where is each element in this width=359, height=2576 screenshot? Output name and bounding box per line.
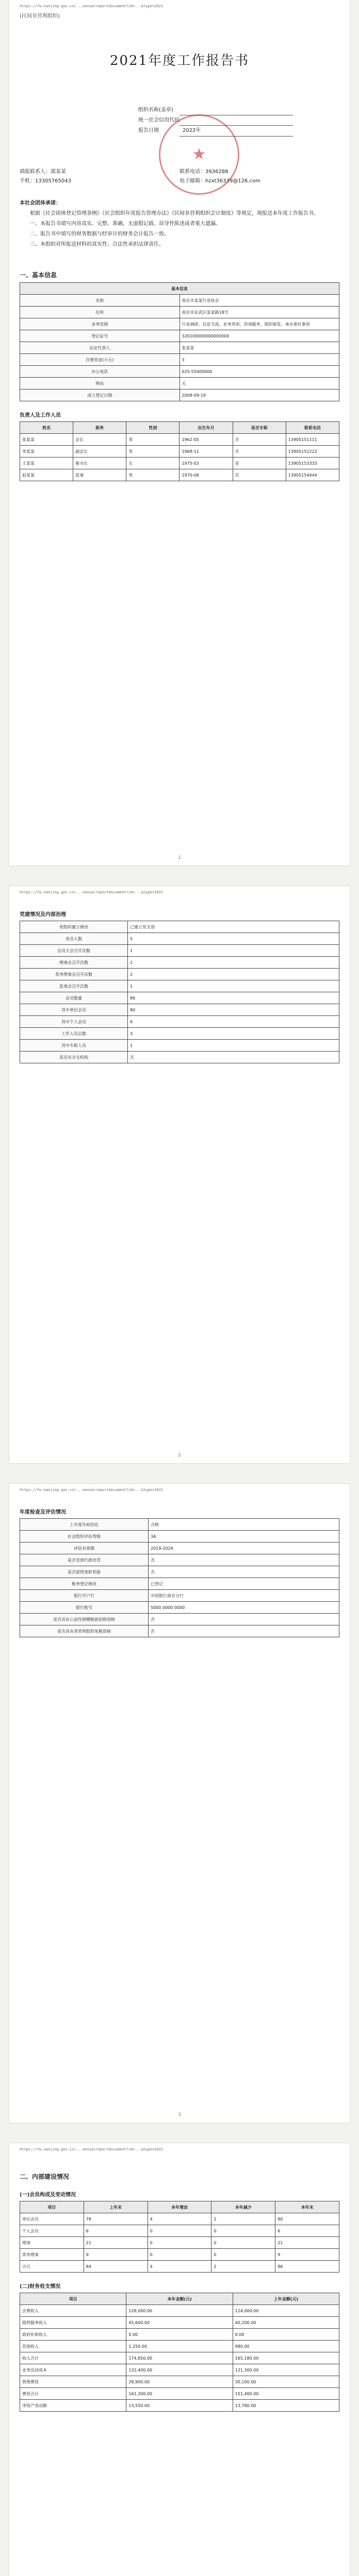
table-row: 费用合计 161,300.00 151,400.00 xyxy=(20,2388,339,2400)
contact-item: 填报联系人：邵某某 xyxy=(20,169,66,175)
table-row: 其他收入 1,250.00 980.00 xyxy=(20,2341,339,2352)
code-label: 统一社会信用代码 xyxy=(138,117,180,123)
table-row: 会费收入 128,000.00 124,000.00 xyxy=(20,2305,339,2317)
table-row: 提供服务收入 45,600.00 40,200.00 xyxy=(20,2317,339,2329)
table-row: 办公电话 025-55000000 xyxy=(20,366,339,378)
url-bar: https://fw.nanjing.gov.cn/...annualreportdocument?id=...&type=2021 xyxy=(20,890,164,894)
table-row: 管理费用 28,900.00 30,100.00 xyxy=(20,2376,339,2388)
inspection-title: 年度检查及评估情况 xyxy=(20,1510,66,1515)
table-header: 基本信息 xyxy=(20,283,339,295)
report-page-4 xyxy=(9,2143,350,2576)
table-row: 党组织建立情况 已建立党支部 xyxy=(20,921,339,933)
table-row: 其中单位会员 80 xyxy=(20,1004,339,1016)
url-bar: https://fw.nanjing.gov.cn/...annualreportdocument?id=...&type=2021 xyxy=(20,4,164,8)
table-row xyxy=(20,283,339,295)
table-row: 是否有分支机构 否 xyxy=(20,1052,339,1063)
table-row: 业务活动成本 132,400.00 121,300.00 xyxy=(20,2364,339,2376)
inspection-table xyxy=(20,1518,339,1637)
table-row: 理事会召开次数 2 xyxy=(20,957,339,969)
page-number: 3 xyxy=(178,2112,181,2117)
commitment-notice xyxy=(20,198,339,250)
table-row: 其中个人会员 6 xyxy=(20,1016,339,1028)
url-bar: https://fw.nanjing.gov.cn/...annualreportdocument?id=...&type=2021 xyxy=(20,1488,164,1492)
table-row: 会员大会召开次数 1 xyxy=(20,945,339,957)
table-row: 政府补助收入 0.00 0.00 xyxy=(20,2329,339,2341)
table-row: 党员人数 5 xyxy=(20,933,339,945)
table-row: 银行账号 5000 0000 0000 xyxy=(20,1602,339,1614)
notice-paragraph: 根据《社会团体登记管理条例》《社会组织年度报告管理办法》《民间非营利组织会计制度》等规定，现报送本年度工作报告书。 xyxy=(30,211,319,216)
report-page-1 xyxy=(9,0,350,866)
table-row: 银行开户行 中国银行南京分行 xyxy=(20,1590,339,1602)
governance-title: 党建情况及内部治理 xyxy=(20,912,66,918)
table-row: 王某某 秘书长 女 1975-03 是 13905153333 xyxy=(20,457,339,469)
official-seal xyxy=(159,114,239,195)
org-name-label: 组织名称(盖章) xyxy=(138,107,173,113)
report-page-2 xyxy=(9,886,350,1463)
table-row: 名称 南京市某某行业协会 xyxy=(20,295,339,307)
seal-star-icon: ★ xyxy=(192,145,206,163)
membership-subtitle: (一)会员构成及变动情况 xyxy=(20,2192,76,2198)
table-row: 登记证号 32010000000000000X xyxy=(20,330,339,342)
org-name-row xyxy=(138,105,293,115)
table-row: 收入合计 174,850.00 165,180.00 xyxy=(20,2352,339,2364)
table-row: 监事会召开次数 1 xyxy=(20,980,339,992)
table-row: 个人会员 6 0 0 6 xyxy=(20,2225,339,2237)
table-row: 其中专职人员 1 xyxy=(20,1040,339,1052)
governance-table xyxy=(20,921,339,1063)
members-table-title: 负责人及工作人员 xyxy=(20,413,61,418)
members-table xyxy=(20,421,339,481)
table-row: 业务范围 行业调研、信息交流、业务培训、咨询服务、组织展览、承办委托事项 xyxy=(20,318,339,330)
report-page-3 xyxy=(9,1484,350,2123)
table-row: 常务理事会召开次数 2 xyxy=(20,969,339,980)
finance-table xyxy=(20,2293,339,2412)
table-row: 是否具有非营利组织免税资格 否 xyxy=(20,1625,339,1637)
table-row: 上年度年检结论 合格 xyxy=(20,1519,339,1531)
table-row: 张某某 会长 男 1962-05 否 13905151111 xyxy=(20,434,339,446)
table-row: 住所 南京市玄武区某某路18号 xyxy=(20,307,339,318)
table-row: 姓名 职务 性别 出生年月 是否专职 联系电话 xyxy=(20,422,339,434)
table-row: 项目 本年金额(元) 上年金额(元) xyxy=(20,2293,339,2305)
contact-item: 电子邮箱：hzxt36339@126.com xyxy=(180,178,260,184)
basic-info-table xyxy=(20,282,339,401)
page-number: 1 xyxy=(178,855,181,860)
page-header-tag: (民间非营利组织) xyxy=(20,13,60,19)
table-row: 项目 上年末 本年增加 本年减少 本年末 xyxy=(20,2201,339,2213)
table-row: 是否获得表彰奖励 否 xyxy=(20,1566,339,1578)
section-basic-info-title: 一、基本信息 xyxy=(20,272,57,279)
notice-heading: 本社会团体承诺： xyxy=(20,200,61,206)
table-row: 法定代表人 张某某 xyxy=(20,342,339,354)
table-row: 社会组织评估等级 3A xyxy=(20,1531,339,1543)
contact-item: 联系电话：3936288 xyxy=(180,169,229,175)
table-row: 单位会员 78 4 2 80 xyxy=(20,2213,339,2225)
table-row: 李某某 副会长 男 1968-11 否 13905152222 xyxy=(20,446,339,457)
table-row: 评估有效期 2019-2024 xyxy=(20,1543,339,1554)
contact-item: 手机：13305765043 xyxy=(20,178,71,184)
table-row: 是否具有公益性捐赠税前扣除资格 否 xyxy=(20,1614,339,1625)
table-row: 常务理事 9 0 0 9 xyxy=(20,2249,339,2261)
org-name-value xyxy=(180,105,293,115)
table-row: 成立登记日期 2008-09-19 xyxy=(20,389,339,401)
membership-table xyxy=(20,2201,339,2273)
table-row: 赵某某 监事 男 1970-08 否 13905154444 xyxy=(20,469,339,481)
page-title: 2021年度工作报告书 xyxy=(109,53,250,69)
section-internal-title: 二、内部建设情况 xyxy=(20,2173,70,2180)
table-row: 税务登记情况 已登记 xyxy=(20,1578,339,1590)
finance-subtitle: (二)财务收支情况 xyxy=(20,2284,61,2290)
table-row: 是否受到行政处罚 否 xyxy=(20,1554,339,1566)
table-row: 理事 21 0 0 21 xyxy=(20,2237,339,2249)
table-row: 会员数量 86 xyxy=(20,992,339,1004)
report-date-label: 报告日期 xyxy=(138,128,159,133)
notice-paragraph: 三、本组织对所报送材料的真实性、合法性承担法律责任。 xyxy=(30,242,164,247)
table-row: 工作人员总数 3 xyxy=(20,1028,339,1040)
cover-info xyxy=(138,105,293,163)
notice-paragraph: 一、本报告书填写内容真实、完整、准确，无虚假记载、误导性陈述或者重大遗漏。 xyxy=(30,221,221,227)
table-row: 净资产变动额 13,550.00 13,780.00 xyxy=(20,2400,339,2412)
table-row: 合计 84 4 2 86 xyxy=(20,2261,339,2273)
table-row: 网站 无 xyxy=(20,378,339,389)
notice-paragraph: 二、报告书中填写的财务数据与经审计的财务会计报告一致。 xyxy=(30,231,169,237)
table-row: 注册资金(万元) 3 xyxy=(20,354,339,366)
report-date-value: 2022年 xyxy=(180,126,293,137)
url-bar: https://fw.nanjing.gov.cn/...annualreportdocument?id=...&type=2021 xyxy=(20,2147,164,2151)
page-number: 2 xyxy=(178,1453,181,1458)
